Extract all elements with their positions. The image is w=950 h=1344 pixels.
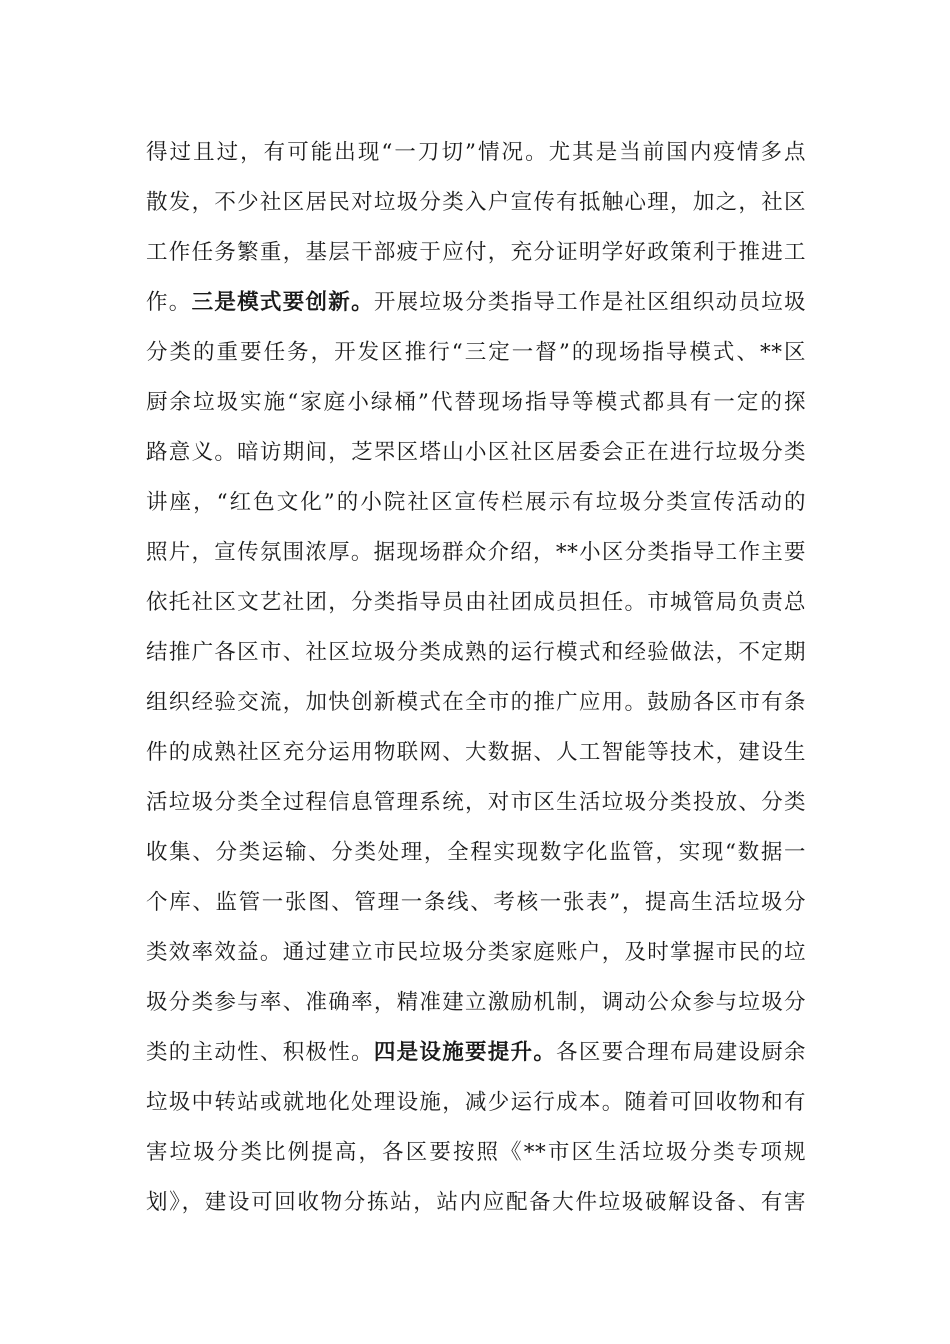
text-line (146, 328, 806, 378)
text-line (146, 628, 806, 678)
text-segment: 路意义。暗访期间，芝罘区塔山小区社区居委会正在进行垃圾分类 (146, 440, 806, 465)
text-line (146, 828, 806, 878)
text-line (146, 228, 806, 278)
text-segment: 组织经验交流，加快创新模式在全市的推广应用。鼓励各区市有条 (146, 690, 806, 715)
text-line (146, 1078, 806, 1128)
text-line (146, 278, 806, 328)
text-segment: 类效率效益。通过建立市民垃圾分类家庭账户，及时掌握市民的垃 (146, 940, 806, 965)
text-line (146, 528, 806, 578)
text-segment: 分类的重要任务，开发区推行“三定一督”的现场指导模式、**区 (146, 340, 806, 365)
text-line (146, 1028, 806, 1078)
text-segment: 散发，不少社区居民对垃圾分类入户宣传有抵触心理，加之，社区 (146, 190, 806, 215)
text-line (146, 578, 806, 628)
text-line (146, 1128, 806, 1178)
text-line (146, 928, 806, 978)
text-segment: 照片，宣传氛围浓厚。据现场群众介绍，**小区分类指导工作主要 (146, 540, 806, 565)
body-text (146, 128, 806, 1228)
text-segment: 害垃圾分类比例提高，各区要按照《**市区生活垃圾分类专项规 (146, 1140, 806, 1165)
text-segment: 垃圾中转站或就地化处理设施，减少运行成本。随着可回收物和有 (146, 1090, 806, 1115)
text-segment: 依托社区文艺社团，分类指导员由社团成员担任。市城管局负责总 (146, 590, 806, 615)
bold-heading: 三是模式要创新。 (191, 290, 374, 315)
text-segment: 工作任务繁重，基层干部疲于应付，充分证明学好政策利于推进工 (146, 240, 806, 265)
text-line (146, 378, 806, 428)
text-segment: 开展垃圾分类指导工作是社区组织动员垃圾 (373, 290, 806, 315)
text-segment: 得过且过，有可能出现“一刀切”情况。尤其是当前国内疫情多点 (146, 140, 806, 165)
text-line (146, 428, 806, 478)
text-line (146, 978, 806, 1028)
text-segment: 作。 (146, 290, 192, 315)
text-segment: 圾分类参与率、准确率，精准建立激励机制，调动公众参与垃圾分 (146, 990, 806, 1015)
text-segment: 各区要合理布局建设厨余 (556, 1040, 806, 1065)
text-line (146, 1178, 806, 1228)
text-segment: 厨余垃圾实施“家庭小绿桶”代替现场指导等模式都具有一定的探 (146, 390, 806, 415)
text-segment: 件的成熟社区充分运用物联网、大数据、人工智能等技术，建设生 (146, 740, 806, 765)
text-segment: 个库、监管一张图、管理一条线、考核一张表”，提高生活垃圾分 (146, 890, 806, 915)
text-segment: 类的主动性、积极性。 (146, 1040, 374, 1065)
text-line (146, 778, 806, 828)
text-line (146, 128, 806, 178)
bold-heading: 四是设施要提升。 (373, 1040, 557, 1065)
text-line (146, 478, 806, 528)
text-segment: 划》，建设可回收物分拣站，站内应配备大件垃圾破解设备、有害 (146, 1190, 806, 1215)
text-segment: 结推广各区市、社区垃圾分类成熟的运行模式和经验做法，不定期 (146, 640, 806, 665)
text-line (146, 178, 806, 228)
text-segment: 收集、分类运输、分类处理，全程实现数字化监管，实现“数据一 (146, 840, 806, 865)
text-line (146, 678, 806, 728)
text-segment: 活垃圾分类全过程信息管理系统，对市区生活垃圾分类投放、分类 (146, 790, 806, 815)
text-line (146, 878, 806, 928)
text-line (146, 728, 806, 778)
text-segment: 讲座，“红色文化”的小院社区宣传栏展示有垃圾分类宣传活动的 (146, 490, 806, 515)
